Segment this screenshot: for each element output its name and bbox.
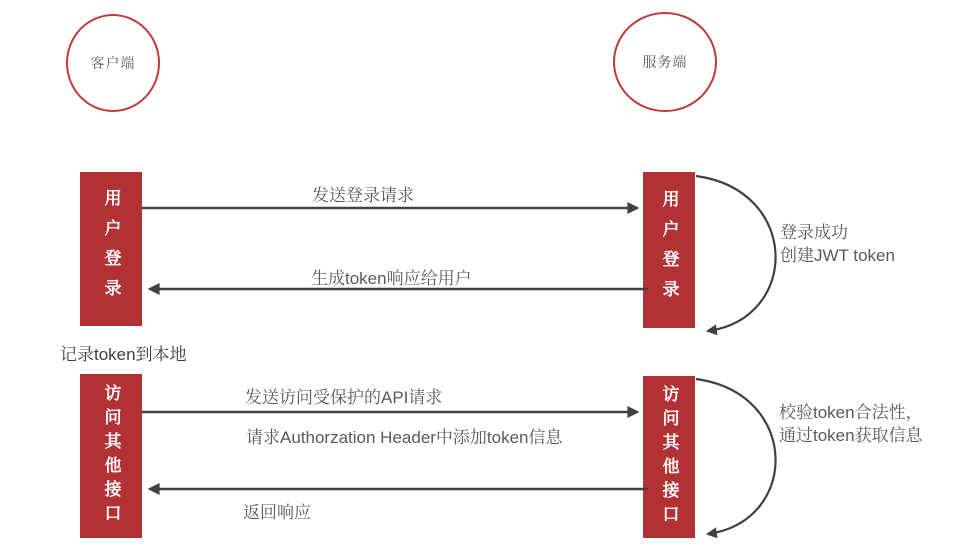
actor-client-circle <box>66 14 160 112</box>
message-login-response-label: 生成token响应给用户 <box>311 269 472 288</box>
message-store-token-label: 记录token到本地 <box>60 345 187 364</box>
annotation-login-success-line1: 登录成功 <box>780 223 848 242</box>
activation-server-login-label: 用户登录 <box>659 190 679 310</box>
activation-client-login <box>80 172 142 326</box>
annotation-verify-token-line2: 通过token获取信息 <box>779 426 923 445</box>
activation-server-api-label: 访问其他接口 <box>659 385 679 529</box>
activation-server-login <box>643 172 695 328</box>
actor-client-label: 客户端 <box>90 55 136 71</box>
actor-server-label: 服务端 <box>642 54 688 70</box>
message-login-request-label: 发送登录请求 <box>312 186 414 205</box>
actor-server-circle <box>613 12 717 112</box>
annotation-verify-token-line1: 校验token合法性， <box>779 403 923 422</box>
activation-server-api <box>643 376 695 538</box>
annotation-verify-token <box>779 401 923 447</box>
annotation-login-success-line2: 创建JWT token <box>780 246 895 265</box>
self-loop-arrow-verify <box>696 379 776 534</box>
message-api-request-detail-label: 请求Authorzation Header中添加token信息 <box>246 428 563 447</box>
activation-client-login-label: 用户登录 <box>101 189 121 309</box>
message-api-request-label: 发送访问受保护的API请求 <box>245 388 443 407</box>
self-loop-arrow-login <box>696 176 776 331</box>
activation-client-api-label: 访问其他接口 <box>101 384 121 528</box>
annotation-login-success <box>780 221 895 267</box>
activation-client-api <box>80 374 142 538</box>
message-api-response-label: 返回响应 <box>243 503 311 522</box>
